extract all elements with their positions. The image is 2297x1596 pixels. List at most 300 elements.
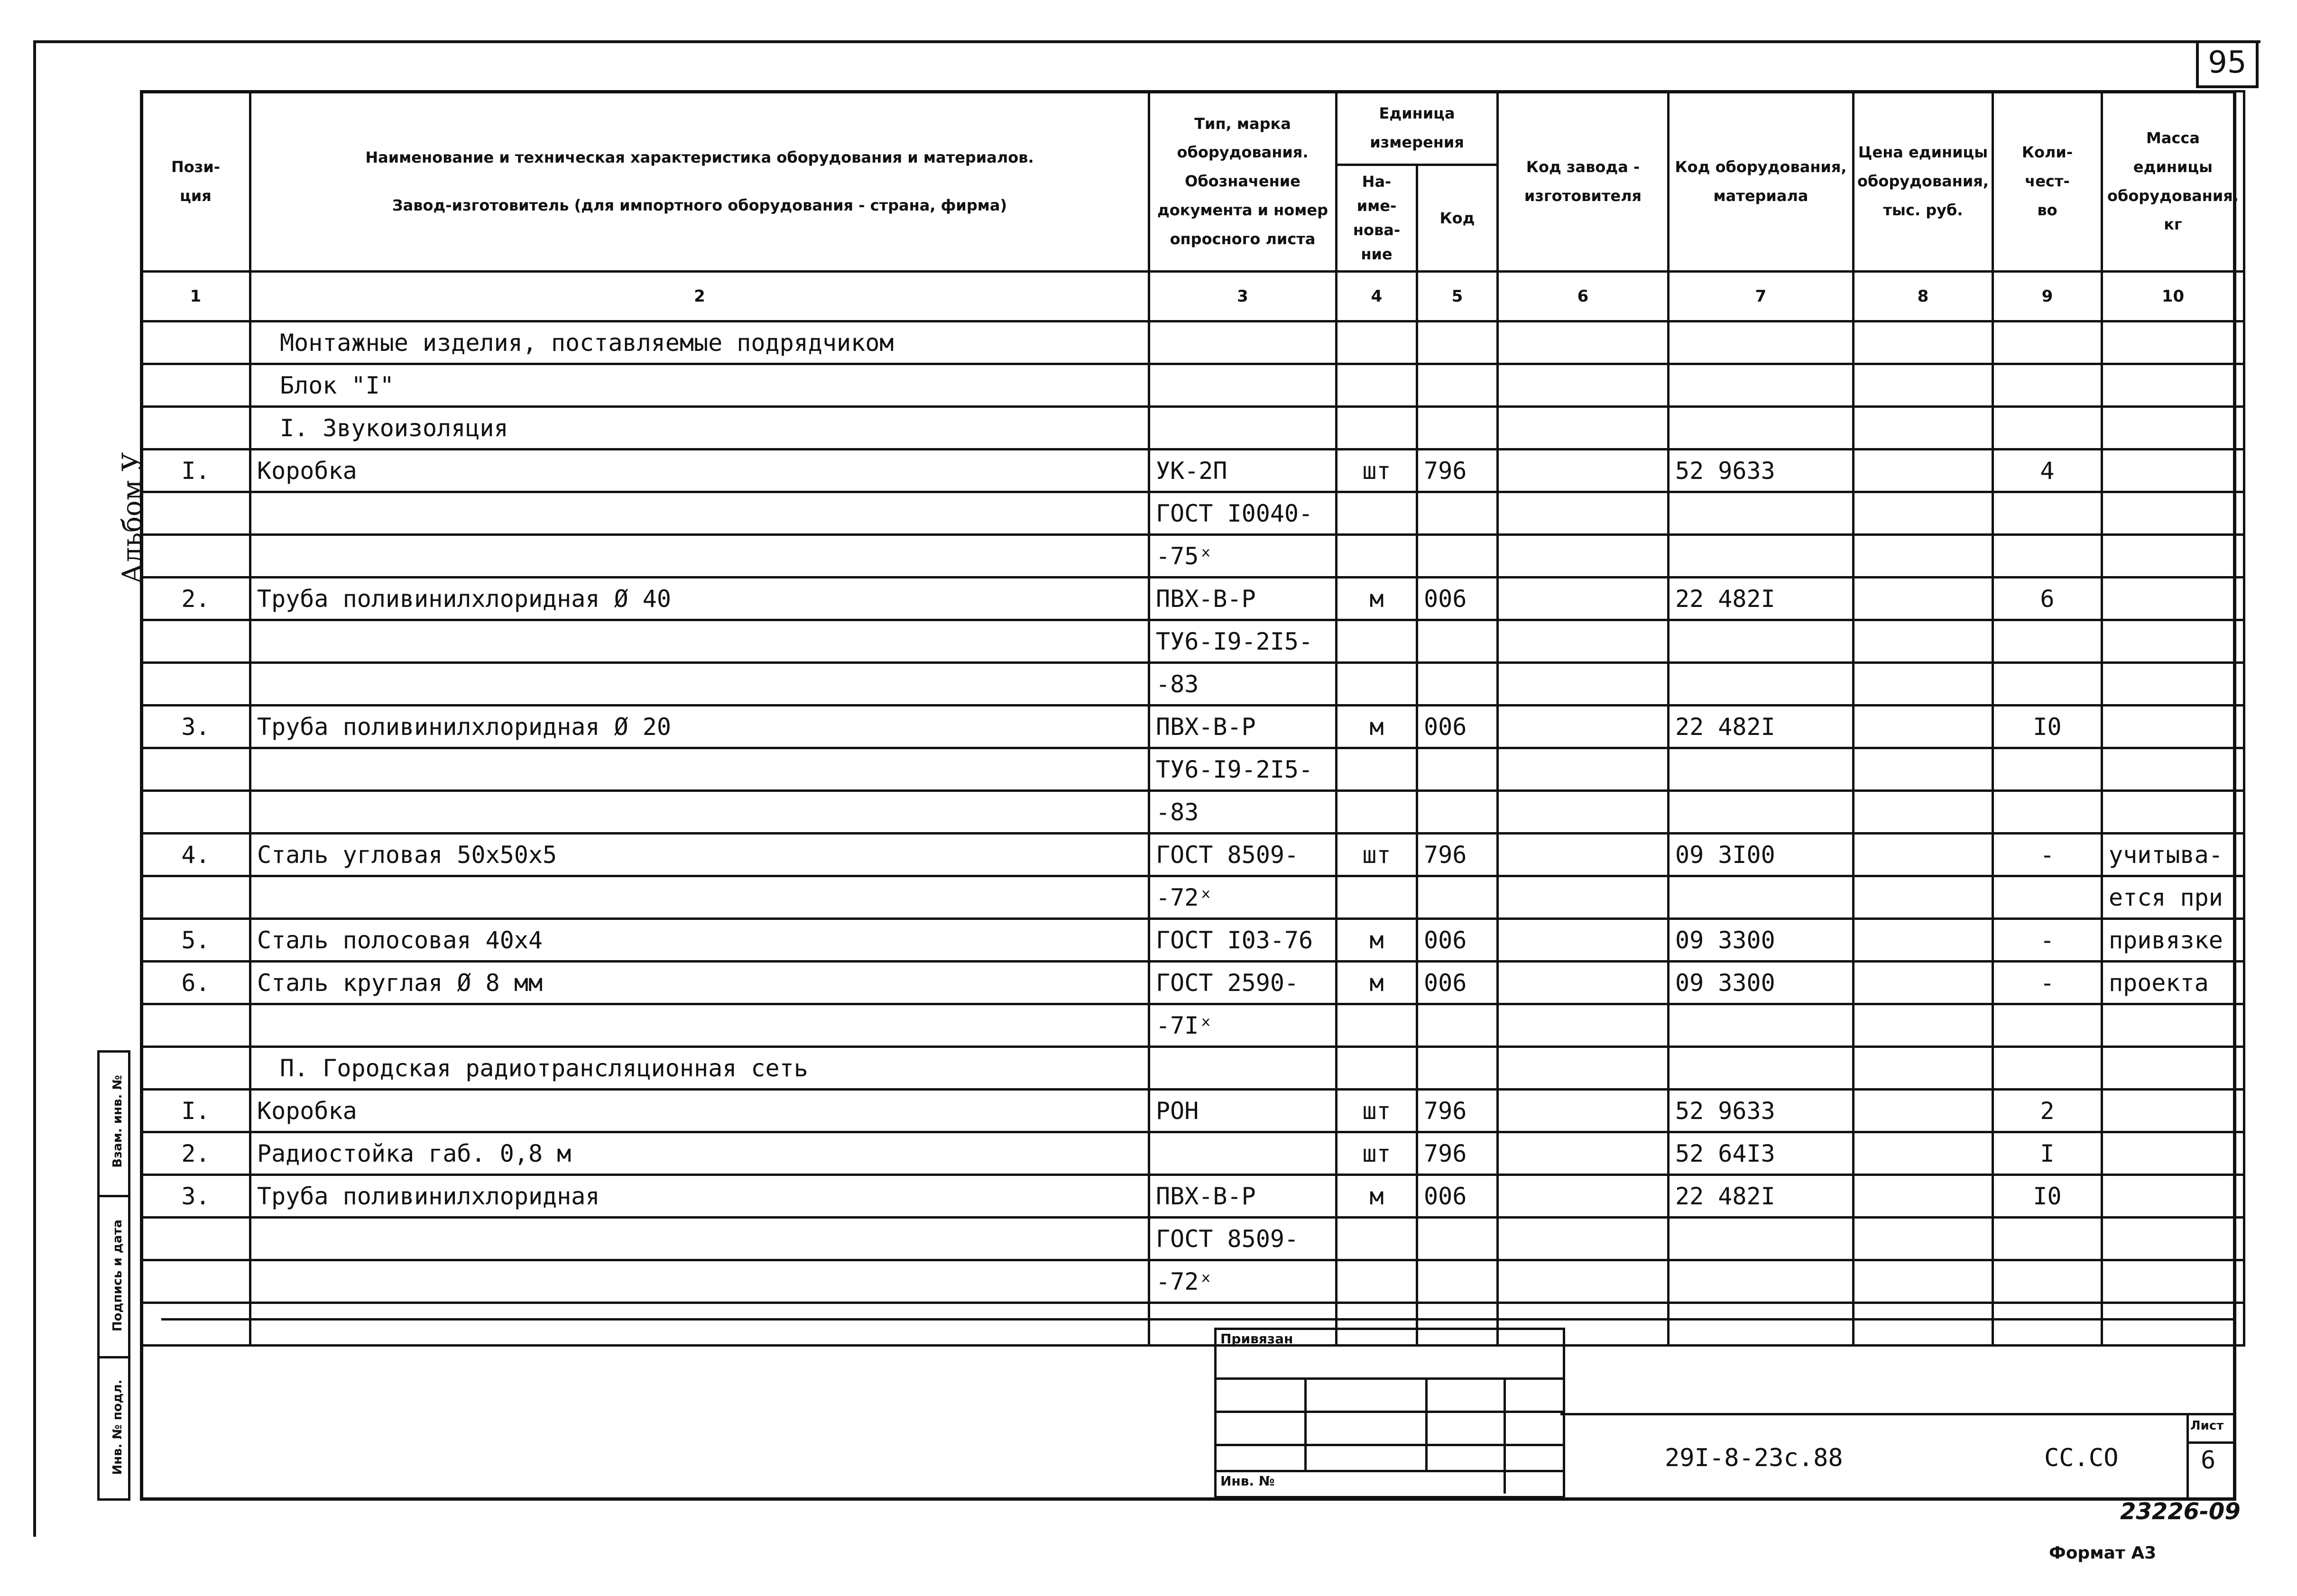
cell-factory-code (1498, 364, 1669, 407)
format-label: Формат А3 (2049, 1543, 2157, 1563)
cell-price (1854, 364, 1993, 407)
cell-unit-name: шт (1337, 834, 1417, 876)
sheet-cell-divider (2186, 1413, 2189, 1501)
col-number: 1 (141, 272, 250, 321)
cell-price (1854, 1260, 1993, 1303)
stamp-divider (1304, 1377, 1307, 1470)
cell-name (250, 791, 1149, 834)
cell-mass: учитыва- (2102, 834, 2244, 876)
cell-name: Монтажные изделия, поставляемые подрядчиком (250, 321, 1149, 364)
cell-quantity (1993, 535, 2102, 578)
cell-equipment-code (1669, 748, 1854, 791)
cell-position (141, 1218, 250, 1260)
cell-equipment-code (1669, 1260, 1854, 1303)
cell-name (250, 1303, 1149, 1346)
cell-type: РОН (1149, 1090, 1337, 1132)
sheet-cell-line (2186, 1441, 2236, 1444)
cell-unit-code (1417, 620, 1498, 663)
cell-unit-name (1337, 1004, 1417, 1047)
cell-unit-code: 796 (1417, 1132, 1498, 1175)
cell-quantity: I (1993, 1132, 2102, 1175)
cell-unit-code: 796 (1417, 449, 1498, 492)
cell-unit-name: м (1337, 578, 1417, 620)
cell-equipment-code: 52 9633 (1669, 449, 1854, 492)
cell-price (1854, 919, 1993, 962)
cell-quantity (1993, 1303, 2102, 1346)
cell-equipment-code (1669, 1004, 1854, 1047)
cell-name: Коробка (250, 449, 1149, 492)
cell-position (141, 1047, 250, 1090)
cell-unit-name (1337, 535, 1417, 578)
cell-name: I. Звукоизоляция (250, 407, 1149, 449)
cell-factory-code (1498, 1004, 1669, 1047)
table-row (141, 321, 2244, 364)
cell-position (141, 492, 250, 535)
table-row (141, 407, 2244, 449)
cell-quantity (1993, 364, 2102, 407)
table-row (141, 492, 2244, 535)
cell-position: 2. (141, 1132, 250, 1175)
cell-unit-name (1337, 1047, 1417, 1090)
cell-type: ГОСТ 2590- (1149, 962, 1337, 1004)
side-label-inventory: Инв. № подл. (111, 1379, 125, 1475)
header-mass: Масса единицы оборудования, кг (2102, 92, 2244, 272)
cell-name (250, 663, 1149, 706)
cell-quantity (1993, 1218, 2102, 1260)
cell-quantity: I0 (1993, 1175, 2102, 1218)
cell-position: 3. (141, 1175, 250, 1218)
cell-quantity: - (1993, 962, 2102, 1004)
cell-factory-code (1498, 407, 1669, 449)
cell-name (250, 1260, 1149, 1303)
cell-mass (2102, 1303, 2244, 1346)
cell-factory-code (1498, 706, 1669, 748)
stamp-divider (1504, 1377, 1506, 1494)
cell-price (1854, 492, 1993, 535)
col-number: 2 (250, 272, 1149, 321)
header-price: Цена единицы оборудования, тыс. руб. (1854, 92, 1993, 272)
document-code: 29I-8-23с.88 (1665, 1444, 1843, 1472)
cell-type: ГОСТ I03-76 (1149, 919, 1337, 962)
cell-mass: проекта (2102, 962, 2244, 1004)
cell-unit-code (1417, 791, 1498, 834)
side-label-replacement: Взам. инв. № (111, 1075, 125, 1168)
cell-type (1149, 1047, 1337, 1090)
cell-factory-code (1498, 748, 1669, 791)
cell-factory-code (1498, 663, 1669, 706)
cell-factory-code (1498, 578, 1669, 620)
cell-mass (2102, 706, 2244, 748)
cell-type (1149, 407, 1337, 449)
side-label-signature: Подпись и дата (111, 1219, 125, 1332)
sheet-label: Лист (2190, 1419, 2224, 1433)
document-mark: СС.СО (2044, 1444, 2119, 1472)
table-row (141, 748, 2244, 791)
header-name-line2: Завод-изготовитель (для импортного оборудования - страна, фирма) (392, 196, 1007, 214)
cell-mass (2102, 321, 2244, 364)
cell-name: Труба поливинилхлоридная Ø 40 (250, 578, 1149, 620)
cell-unit-code: 006 (1417, 919, 1498, 962)
cell-unit-name: м (1337, 919, 1417, 962)
cell-position (141, 663, 250, 706)
cell-unit-code: 006 (1417, 578, 1498, 620)
table-row (141, 1132, 2244, 1175)
cell-mass (2102, 1004, 2244, 1047)
cell-price (1854, 535, 1993, 578)
cell-equipment-code: 22 482I (1669, 1175, 1854, 1218)
cell-mass (2102, 1260, 2244, 1303)
cell-equipment-code: 52 64I3 (1669, 1132, 1854, 1175)
table-row (141, 1090, 2244, 1132)
cell-type (1149, 1132, 1337, 1175)
cell-type: -7Iˣ (1149, 1004, 1337, 1047)
cell-quantity (1993, 492, 2102, 535)
cell-position: I. (141, 1090, 250, 1132)
cell-price (1854, 962, 1993, 1004)
side-stamp (97, 1050, 130, 1501)
col-number: 6 (1498, 272, 1669, 321)
cell-unit-code (1417, 1260, 1498, 1303)
cell-type: -72ˣ (1149, 1260, 1337, 1303)
cell-unit-name (1337, 321, 1417, 364)
cell-price (1854, 1303, 1993, 1346)
cell-quantity: - (1993, 919, 2102, 962)
cell-factory-code (1498, 1175, 1669, 1218)
cell-equipment-code (1669, 407, 1854, 449)
table-row (141, 706, 2244, 748)
header-quantity: Коли- чест- во (1993, 92, 2102, 272)
cell-unit-code (1417, 748, 1498, 791)
col-number: 9 (1993, 272, 2102, 321)
cell-factory-code (1498, 449, 1669, 492)
cell-name: Сталь полосовая 40х4 (250, 919, 1149, 962)
cell-mass (2102, 1090, 2244, 1132)
header-name-line1: Наименование и техническая характеристика оборудования и материалов. (365, 148, 1034, 166)
cell-quantity: 4 (1993, 449, 2102, 492)
cell-mass (2102, 663, 2244, 706)
cell-factory-code (1498, 919, 1669, 962)
table-row (141, 364, 2244, 407)
album-label: Альбом У (117, 452, 148, 584)
cell-quantity (1993, 791, 2102, 834)
cell-mass: привязке (2102, 919, 2244, 962)
table-row (141, 578, 2244, 620)
header-unit-code: Код (1417, 165, 1498, 272)
cell-position: I. (141, 449, 250, 492)
cell-price (1854, 1004, 1993, 1047)
cell-price (1854, 620, 1993, 663)
cell-type: ГОСТ 8509- (1149, 1218, 1337, 1260)
cell-price (1854, 1090, 1993, 1132)
stamp-line (1217, 1377, 1563, 1380)
cell-position (141, 620, 250, 663)
table-row (141, 1047, 2244, 1090)
sheet-number: 6 (2201, 1446, 2216, 1475)
cell-position (141, 1260, 250, 1303)
header-position: Пози- ция (141, 92, 250, 272)
table-row (141, 1303, 2244, 1346)
cell-price (1854, 663, 1993, 706)
cell-position: 5. (141, 919, 250, 962)
stamp-line (1217, 1411, 1563, 1413)
cell-unit-name: м (1337, 706, 1417, 748)
cell-factory-code (1498, 791, 1669, 834)
cell-unit-name (1337, 1260, 1417, 1303)
side-cell (100, 1053, 128, 1195)
cell-mass (2102, 1218, 2244, 1260)
cell-unit-code (1417, 1004, 1498, 1047)
cell-equipment-code (1669, 1303, 1854, 1346)
header-factory-code: Код завода - изготовителя (1498, 92, 1669, 272)
cell-unit-code: 796 (1417, 1090, 1498, 1132)
cell-unit-name: м (1337, 962, 1417, 1004)
cell-factory-code (1498, 1047, 1669, 1090)
cell-type: ГОСТ I0040- (1149, 492, 1337, 535)
cell-unit-name (1337, 620, 1417, 663)
table-row (141, 449, 2244, 492)
cell-price (1854, 407, 1993, 449)
cell-unit-name: шт (1337, 1132, 1417, 1175)
cell-price (1854, 1175, 1993, 1218)
cell-position: 6. (141, 962, 250, 1004)
cell-quantity: - (1993, 834, 2102, 876)
cell-price (1854, 706, 1993, 748)
cell-unit-code (1417, 1218, 1498, 1260)
cell-position (141, 791, 250, 834)
page-number: 95 (2196, 40, 2259, 88)
cell-quantity: 2 (1993, 1090, 2102, 1132)
cell-unit-name (1337, 1218, 1417, 1260)
col-number: 5 (1417, 272, 1498, 321)
cell-quantity (1993, 1047, 2102, 1090)
cell-quantity (1993, 321, 2102, 364)
specification-table (140, 90, 2245, 1347)
cell-equipment-code (1669, 1218, 1854, 1260)
cell-equipment-code (1669, 321, 1854, 364)
side-cell (100, 1356, 128, 1501)
cell-name (250, 535, 1149, 578)
cell-factory-code (1498, 1132, 1669, 1175)
stamp-inv: Инв. № (1220, 1473, 1275, 1489)
cell-position: 4. (141, 834, 250, 876)
cell-name: Сталь угловая 50х50х5 (250, 834, 1149, 876)
table-row (141, 919, 2244, 962)
cell-factory-code (1498, 492, 1669, 535)
cell-type: ПВХ-В-Р (1149, 706, 1337, 748)
stamp-divider (1425, 1377, 1428, 1470)
cell-equipment-code: 09 3I00 (1669, 834, 1854, 876)
cell-name (250, 620, 1149, 663)
table-header (141, 92, 2244, 321)
cell-mass (2102, 449, 2244, 492)
cell-mass (2102, 620, 2244, 663)
cell-factory-code (1498, 620, 1669, 663)
cell-unit-name (1337, 791, 1417, 834)
cell-equipment-code: 52 9633 (1669, 1090, 1854, 1132)
cell-price (1854, 321, 1993, 364)
cell-quantity (1993, 663, 2102, 706)
col-number: 7 (1669, 272, 1854, 321)
table-row (141, 962, 2244, 1004)
cell-type (1149, 321, 1337, 364)
table-row (141, 834, 2244, 876)
cell-unit-code (1417, 1047, 1498, 1090)
cell-price (1854, 1132, 1993, 1175)
cell-mass (2102, 492, 2244, 535)
cell-equipment-code (1669, 663, 1854, 706)
cell-quantity: 6 (1993, 578, 2102, 620)
binding-stamp (1214, 1328, 1565, 1498)
cell-factory-code (1498, 1218, 1669, 1260)
cell-unit-code: 796 (1417, 834, 1498, 876)
cell-name: Труба поливинилхлоридная Ø 20 (250, 706, 1149, 748)
cell-equipment-code: 22 482I (1669, 578, 1854, 620)
cell-unit-code (1417, 876, 1498, 919)
cell-factory-code (1498, 321, 1669, 364)
header-unit: Единица измерения (1337, 92, 1498, 165)
cell-type: -83 (1149, 791, 1337, 834)
cell-quantity: I0 (1993, 706, 2102, 748)
cell-unit-name: шт (1337, 1090, 1417, 1132)
cell-name: Труба поливинилхлоридная (250, 1175, 1149, 1218)
col-number: 8 (1854, 272, 1993, 321)
title-block-line (1560, 1413, 2236, 1415)
header-equipment-code: Код оборудования, материала (1669, 92, 1854, 272)
header-name (250, 92, 1149, 272)
cell-position (141, 748, 250, 791)
cell-equipment-code (1669, 364, 1854, 407)
cell-name: Коробка (250, 1090, 1149, 1132)
cell-unit-name (1337, 663, 1417, 706)
cell-mass (2102, 791, 2244, 834)
cell-quantity (1993, 1260, 2102, 1303)
cell-type (1149, 364, 1337, 407)
cell-mass (2102, 578, 2244, 620)
cell-mass (2102, 407, 2244, 449)
cell-position: 3. (141, 706, 250, 748)
cell-unit-name: шт (1337, 449, 1417, 492)
cell-name (250, 1004, 1149, 1047)
cell-equipment-code (1669, 620, 1854, 663)
cell-quantity (1993, 876, 2102, 919)
cell-unit-code: 006 (1417, 962, 1498, 1004)
cell-mass (2102, 364, 2244, 407)
cell-position (141, 535, 250, 578)
cell-quantity (1993, 620, 2102, 663)
cell-factory-code (1498, 1090, 1669, 1132)
cell-unit-code (1417, 663, 1498, 706)
cell-type: -75ˣ (1149, 535, 1337, 578)
side-cell (100, 1195, 128, 1358)
cell-position (141, 364, 250, 407)
cell-price (1854, 449, 1993, 492)
cell-type: ПВХ-В-Р (1149, 1175, 1337, 1218)
cell-quantity (1993, 407, 2102, 449)
cell-price (1854, 834, 1993, 876)
cell-name (250, 876, 1149, 919)
cell-unit-name: м (1337, 1175, 1417, 1218)
table-row (141, 620, 2244, 663)
cell-mass (2102, 1132, 2244, 1175)
cell-type: ПВХ-В-Р (1149, 578, 1337, 620)
cell-position: 2. (141, 578, 250, 620)
table-row (141, 876, 2244, 919)
cell-type: ГОСТ 8509- (1149, 834, 1337, 876)
cell-position (141, 1004, 250, 1047)
cell-unit-code (1417, 407, 1498, 449)
cell-factory-code (1498, 834, 1669, 876)
cell-price (1854, 748, 1993, 791)
cell-unit-name (1337, 748, 1417, 791)
table-row (141, 1004, 2244, 1047)
cell-unit-code (1417, 364, 1498, 407)
cell-unit-name (1337, 492, 1417, 535)
cell-name: Радиостойка габ. 0,8 м (250, 1132, 1149, 1175)
cell-name: Сталь круглая Ø 8 мм (250, 962, 1149, 1004)
stamp-line (1217, 1444, 1563, 1446)
cell-position (141, 1303, 250, 1346)
cell-position (141, 407, 250, 449)
cell-type: -72ˣ (1149, 876, 1337, 919)
table-body (141, 321, 2244, 1346)
table-row (141, 791, 2244, 834)
cell-position (141, 876, 250, 919)
cell-equipment-code (1669, 791, 1854, 834)
cell-equipment-code (1669, 1047, 1854, 1090)
cell-type: ТУ6-I9-2I5- (1149, 748, 1337, 791)
cell-mass (2102, 748, 2244, 791)
table-row (141, 1175, 2244, 1218)
cell-type: -83 (1149, 663, 1337, 706)
cell-equipment-code: 09 3300 (1669, 962, 1854, 1004)
cell-equipment-code: 09 3300 (1669, 919, 1854, 962)
cell-type: УК-2П (1149, 449, 1337, 492)
cell-unit-code: 006 (1417, 706, 1498, 748)
column-numbers-row (141, 272, 2244, 321)
cell-price (1854, 578, 1993, 620)
header-type: Тип, марка оборудования. Обозначение документа и номер опросного листа (1149, 92, 1337, 272)
cell-price (1854, 791, 1993, 834)
table-row (141, 535, 2244, 578)
cell-factory-code (1498, 962, 1669, 1004)
inventory-number: 23226-09 (2120, 1498, 2241, 1525)
cell-position (141, 321, 250, 364)
table-row (141, 663, 2244, 706)
table-row (141, 1260, 2244, 1303)
cell-equipment-code (1669, 876, 1854, 919)
cell-factory-code (1498, 876, 1669, 919)
cell-equipment-code (1669, 535, 1854, 578)
cell-name (250, 748, 1149, 791)
cell-quantity (1993, 748, 2102, 791)
cell-equipment-code (1669, 492, 1854, 535)
cell-unit-name (1337, 407, 1417, 449)
cell-unit-name (1337, 364, 1417, 407)
cell-mass (2102, 1047, 2244, 1090)
title-block-top-line (161, 1318, 2236, 1321)
cell-mass (2102, 1175, 2244, 1218)
cell-unit-code (1417, 492, 1498, 535)
header-unit-name: На- име- нова- ние (1337, 165, 1417, 272)
cell-price (1854, 876, 1993, 919)
cell-factory-code (1498, 1260, 1669, 1303)
cell-type: ТУ6-I9-2I5- (1149, 620, 1337, 663)
cell-name (250, 492, 1149, 535)
cell-factory-code (1498, 535, 1669, 578)
cell-mass (2102, 535, 2244, 578)
stamp-line (1217, 1470, 1563, 1472)
cell-mass: ется при (2102, 876, 2244, 919)
